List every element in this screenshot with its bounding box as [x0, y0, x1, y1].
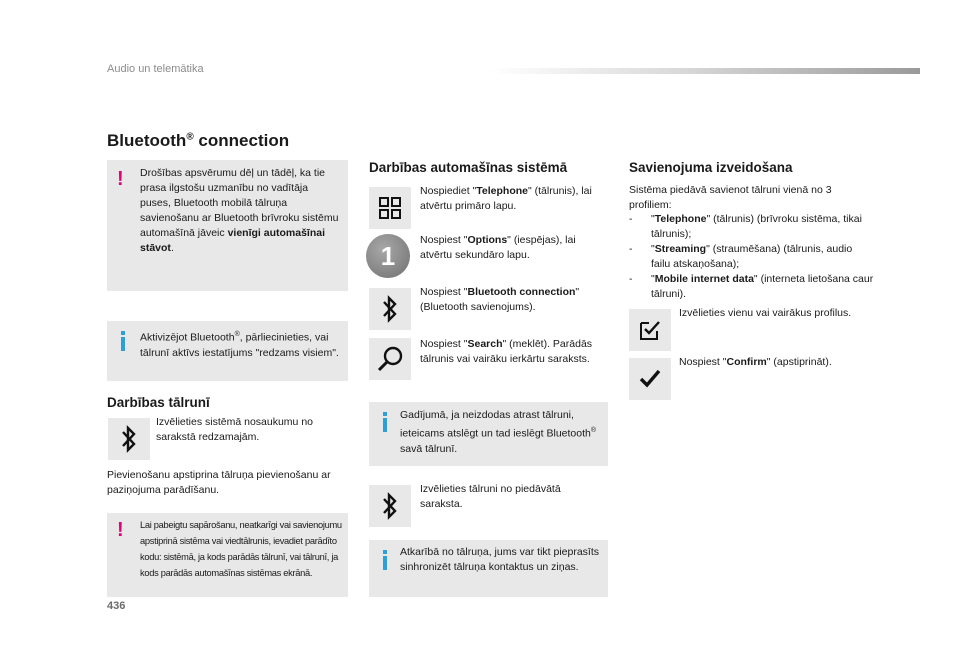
profile-select-button: [629, 309, 671, 351]
profile-streaming: - "Streaming" (straumēšana) (tālrunis, audio failu atskaņošana);: [629, 242, 874, 272]
grid-apps-icon: [378, 196, 402, 220]
info-restart-text: Gadījumā, ja neizdodas atrast tālruni, ieteicams atslēgt un tad ieslēgt Bluetooth® savā tālrunī.: [400, 409, 597, 455]
connection-heading: Savienojuma izveidošana: [629, 160, 793, 175]
confirm-button: [629, 358, 671, 400]
phone-actions-heading: Darbības tālrunī: [107, 395, 210, 410]
search-button: [369, 338, 411, 380]
profile-step-text: Izvēlieties vienu vai vairākus profilus.: [679, 307, 852, 319]
warning-note-safety: [107, 160, 348, 291]
step-options: Nospiest "Options" (iespējas), lai atvērtu sekundāro lapu.: [420, 234, 576, 261]
confirm-step-text: Nospiest "Confirm" (apstiprināt).: [679, 356, 832, 368]
profile-mobile-data: - "Mobile internet data" (interneta lietošana caur tālruni).: [629, 272, 874, 302]
accept-text: Pievienošanu apstiprina tālruņa pievienošanu ar paziņojuma parādīšanu.: [107, 469, 331, 496]
section-title: Audio un telemātika: [107, 63, 204, 75]
info-icon: [383, 418, 387, 432]
page-number: 436: [107, 600, 126, 612]
bluetooth-button-phone: [108, 418, 150, 460]
bluetooth-select-button: [369, 485, 411, 527]
info-text: Aktivizējot Bluetooth®, pārliecinieties, vai tālrunī aktīvs iestatījums "redzams visiem".: [140, 331, 339, 359]
checkbox-icon: [639, 319, 661, 341]
telephone-button: [369, 187, 411, 229]
profiles-intro: Sistēma piedāvā savienot tālruni vienā no 3 profiliem:: [629, 184, 832, 211]
bluetooth-icon: [119, 424, 139, 454]
warning-text: Drošības apsvērumu dēļ un tādēļ, ka tie prasa ilgstošu uzmanību no vadītāja puses, Bluetooth mobilā tālruņa savienošanu ar Bluetooth brīvroku sistēmu automašīnā jāveic vienīgi automašīnai stāvot.: [140, 167, 339, 254]
vehicle-actions-heading: Darbības automašīnas sistēmā: [369, 160, 568, 175]
page-title: Bluetooth® connection: [107, 131, 290, 150]
warning-code-text: Lai pabeigtu sapārošanu, neatkarīgi vai savienojumu apstiprinā sistēma vai viedtālrunis, ievadiet parādīto kodu: sistēmā, ja kods parādās tālrunī, vai tālrunī, ja kods parādās automašīnas sistēmas ekrānā.: [140, 520, 342, 578]
step-telephone: Nospiediet "Telephone" (tālrunis), lai atvērtu primāro lapu.: [420, 185, 592, 212]
checkmark-icon: [639, 369, 661, 389]
warning-note-code: [107, 513, 348, 597]
phone-step-text: Izvēlieties sistēmā nosaukumu no sarakstā redzamajām.: [156, 416, 313, 443]
info-icon: [383, 556, 387, 570]
info-sync-text: Atkarībā no tālruņa, jums var tikt pieprasīts sinhronizēt tālruņa kontaktus un ziņas.: [400, 546, 600, 573]
step-search: Nospiest "Search" (meklēt). Parādās tālrunis vai vairāku ierkārtu saraksts.: [420, 338, 593, 365]
search-icon: [375, 344, 405, 374]
info-note-restart-bluetooth: [369, 402, 608, 466]
info-note-visibility: [107, 321, 348, 381]
step-select-phone: Izvēlieties tālruni no piedāvātā saraksta.: [420, 483, 561, 510]
warning-icon: !: [117, 519, 124, 541]
bluetooth-icon: [380, 294, 400, 324]
header-gradient-bar: [490, 68, 920, 74]
info-note-sync: [369, 540, 608, 597]
bluetooth-connection-button: [369, 288, 411, 330]
step-bluetooth-connection: Nospiest "Bluetooth connection" (Bluetooth savienojums).: [420, 286, 580, 313]
profile-telephone: - "Telephone" (tālrunis) (brīvroku sistēma, tikai tālrunis);: [629, 212, 874, 242]
step-number-badge: 1: [366, 234, 410, 278]
info-icon: [121, 337, 125, 351]
warning-icon: !: [117, 168, 124, 190]
bluetooth-icon: [380, 491, 400, 521]
profile-list: [629, 212, 874, 302]
